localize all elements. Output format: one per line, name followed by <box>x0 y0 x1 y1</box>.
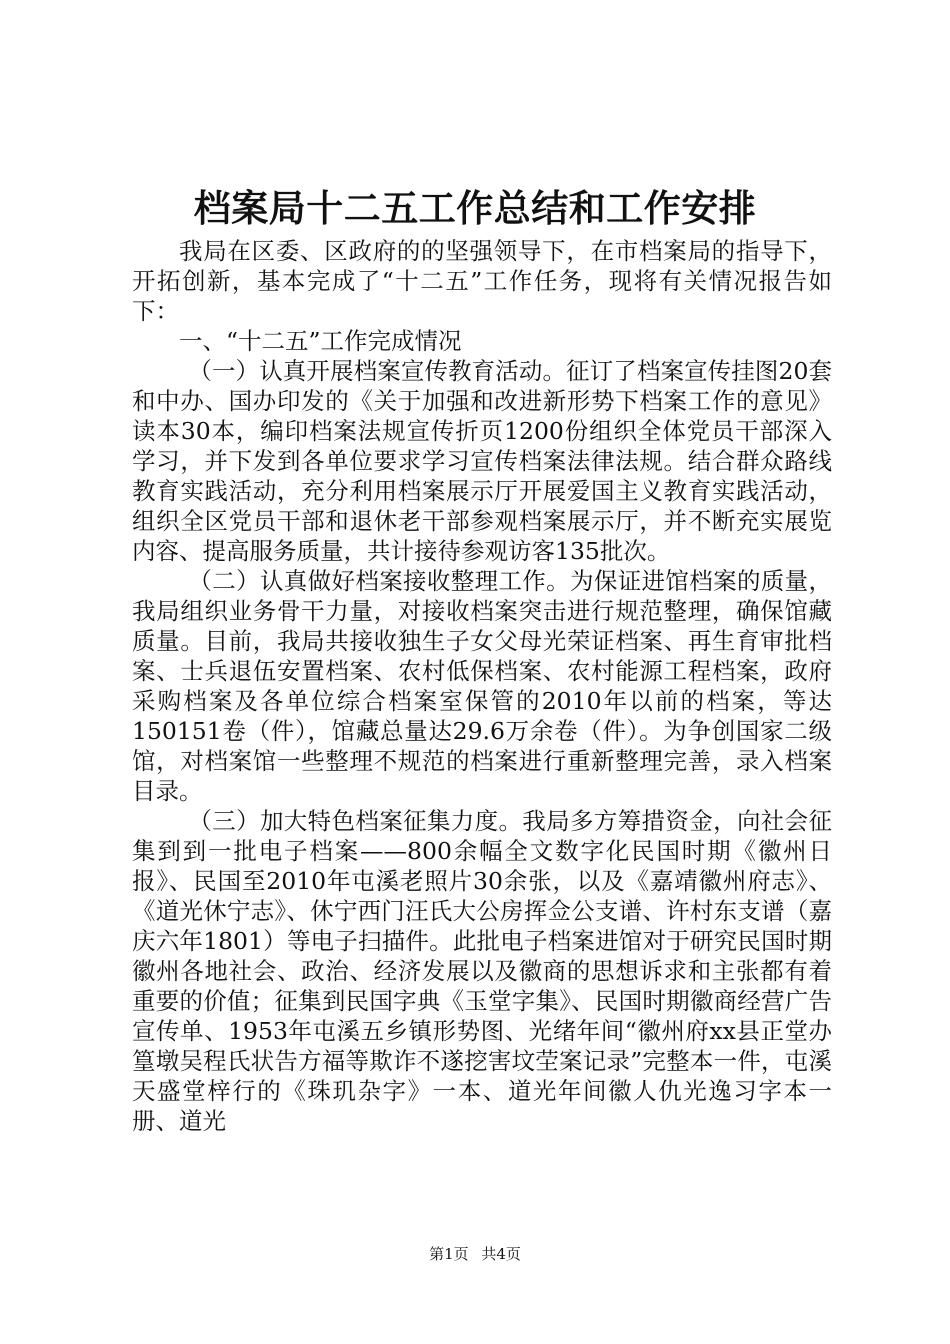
page-footer <box>0 1244 950 1264</box>
page-number: 第1页 <box>429 1245 469 1263</box>
section-heading: 一、“十二五”工作完成情况 <box>179 327 462 355</box>
paragraph-receiving: （二）认真做好档案接收整理工作。为保证进馆档案的质量，我局组织业务骨干力量，对接收档案突击进行规范整理，确保馆藏质量。目前，我局共接收独生子女父母光荣证档案、再生育审批档案、士兵退伍安置档案、农村低保档案、农村能源工程档案，政府采购档案及各单位综合档案室保管的2010年以前的档案，等达150151卷（件），馆藏总量达29.6万余卷（件）。为争创国家二级馆，对档案馆一些整理不规范的档案进行重新整理完善，录入档案目录。 <box>132 567 832 805</box>
paragraph-collection: （三）加大特色档案征集力度。我局多方筹措资金，向社会征集到到一批电子档案——800余幅全文数字化民国时期《徽州日报》、民国至2010年屯溪老照片30余张，以及《嘉靖徽州府志》、《道光休宁志》、休宁西门汪氏大公房挥佥公支谱、许村东支谱（嘉庆六年1801）等电子扫描件。此批电子档案进馆对于研究民国时期徽州各地社会、政治、经济发展以及徽商的思想诉求和主张都有着重要的价值；征集到民国字典《玉堂字集》、民国时期徽商经营广告宣传单、1953年屯溪五乡镇形势图、光绪年间“徽州府xx县正堂办篁墩吴程氏状告方福等欺诈不遂挖害坟茔案记录”完整本一件，屯溪天盛堂梓行的《珠玑杂字》一本、道光年间徽人仇光逸习字本一册、道光 <box>132 807 832 1135</box>
document-title: 档案局十二五工作总结和工作安排 <box>193 187 757 230</box>
paragraph-publicity: （一）认真开展档案宣传教育活动。征订了档案宣传挂图20套和中办、国办印发的《关于加强和改进新形势下档案工作的意见》读本30本，编印档案法规宣传折页1200份组织全体党员干部深入学习，并下发到各单位要求学习宣传档案法律法规。结合群众路线教育实践活动，充分利用档案展示厅开展爱国主义教育实践活动，组织全区党员干部和退休老干部参观档案展示厅，并不断充实展览内容、提高服务质量，共计接待参观访客135批次。 <box>132 357 832 565</box>
document-body <box>132 236 832 1136</box>
page-total: 共4页 <box>481 1245 521 1263</box>
intro-paragraph: 我局在区委、区政府的的坚强领导下，在市档案局的指导下，开拓创新，基本完成了“十二五”工作任务，现将有关情况报告如下： <box>132 237 832 325</box>
